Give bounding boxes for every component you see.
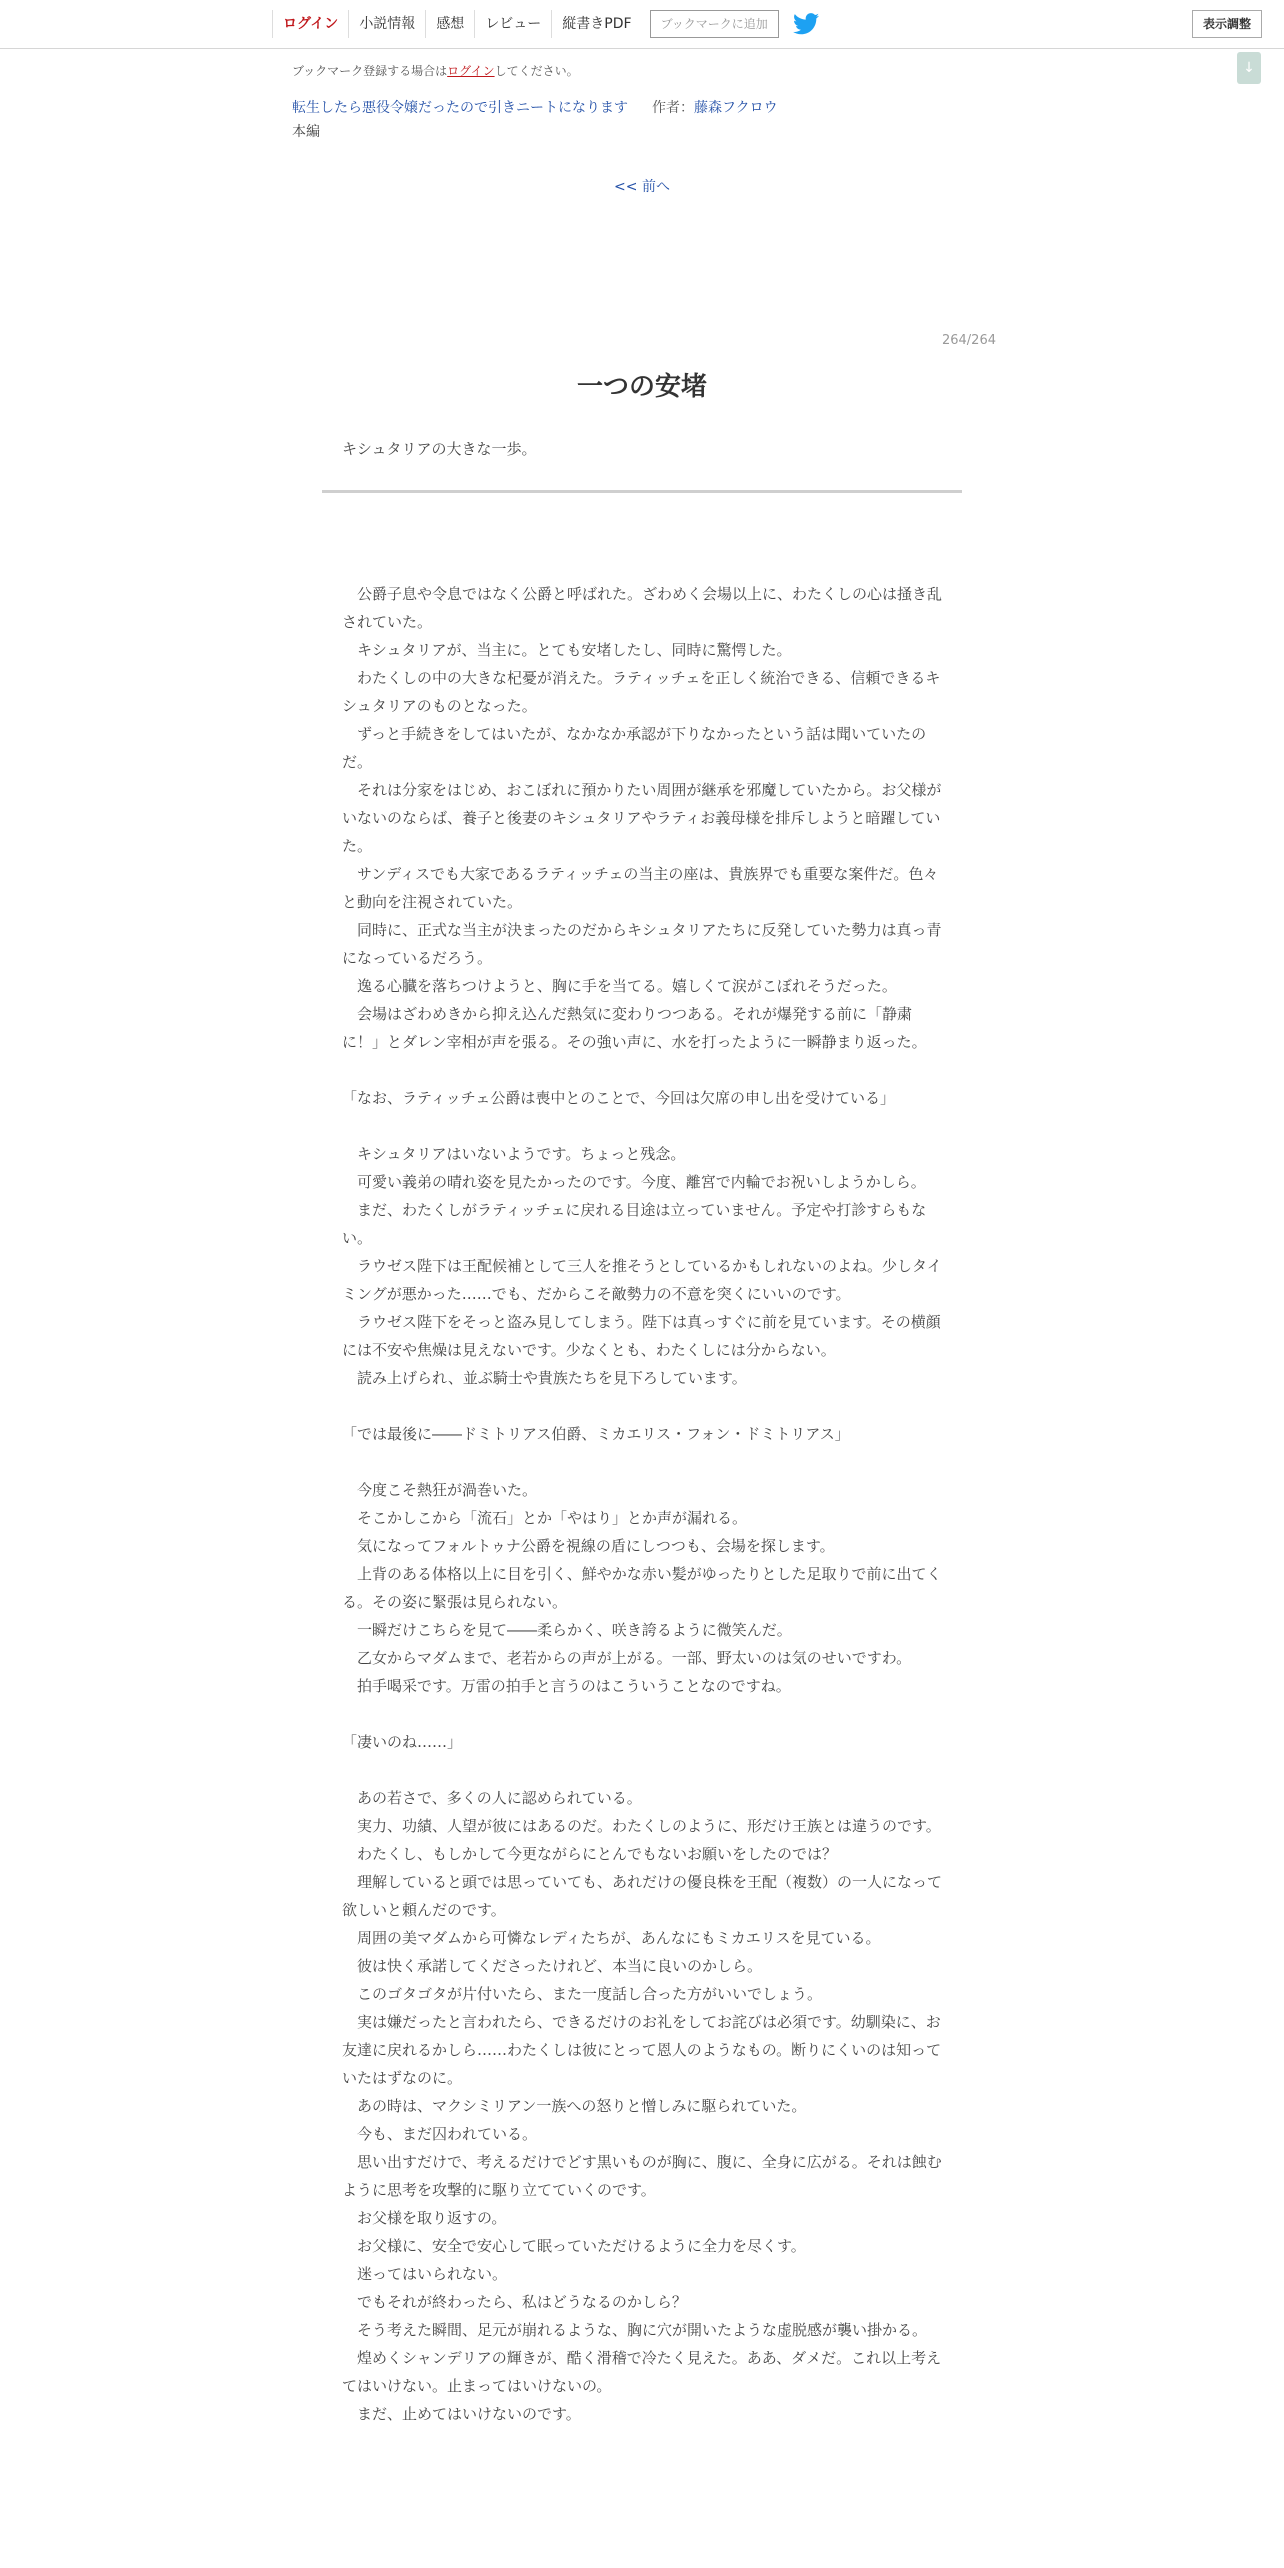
body-paragraph: 今度こそ熱狂が渦巻いた。	[342, 1481, 538, 1499]
body-paragraph: お父様に、安全で安心して眠っていただけるように全力を尽くす。	[342, 2237, 806, 2255]
body-paragraph: わたくし、もしかして今更ながらにとんでもないお願いをしたのでは？	[342, 1845, 838, 1863]
body-paragraph: 実は嫌だったと言われたら、できるだけのお礼をしてお詫びは必須です。幼馴染に、お友達に戻れるかしら……わたくしは彼にとって恩人のようなもの。断りにくいのは知っていたはずなのに。	[342, 2013, 942, 2087]
body-paragraph: そこかしこから「流石」とか「やはり」とか声が漏れる。	[342, 1509, 748, 1527]
nav-vertical-pdf-link[interactable]: 縦書きPDF	[551, 10, 641, 38]
prev-episode-link[interactable]: << 前へ	[614, 179, 670, 195]
body-paragraph: 上背のある体格以上に目を引く、鮮やかな赤い髪がゆったりとした足取りで前に出てくる。その姿に緊張は見られない。	[342, 1565, 942, 1611]
body-paragraph: あの時は、マクシミリアン一族への怒りと憎しみに駆られていた。	[342, 2097, 807, 2115]
body-paragraph: でもそれが終わったら、私はどうなるのかしら？	[342, 2293, 687, 2311]
blank-line	[342, 1700, 942, 1728]
body-paragraph: 今も、まだ囚われている。	[342, 2125, 538, 2143]
novel-body-text	[342, 580, 942, 2428]
body-paragraph: 周囲の美マダムから可憐なレディたちが、あんなにもミカエリスを見ている。	[342, 1929, 881, 1947]
top-navigation-bar	[0, 0, 1284, 49]
body-paragraph: キシュタリアはいないようです。ちょっと残念。	[342, 1145, 686, 1163]
blank-line	[342, 1056, 942, 1084]
nav-impressions-link[interactable]: 感想	[425, 10, 474, 38]
nav-novel-info-link[interactable]: 小説情報	[348, 10, 425, 38]
body-paragraph: 気になってフォルトゥナ公爵を視線の盾にしつつも、会場を探します。	[342, 1537, 835, 1555]
body-paragraph: 彼は快く承諾してくださったけれど、本当に良いのかしら。	[342, 1957, 763, 1975]
body-paragraph: 思い出すだけで、考えるだけでどす黒いものが胸に、腹に、全身に広がる。それは蝕むように思考を攻撃的に駆り立てていくのです。	[342, 2153, 942, 2199]
bookmark-note-text-after: してください。	[494, 64, 579, 78]
blank-line	[342, 1756, 942, 1784]
add-bookmark-button[interactable]: ブックマークに追加	[650, 10, 779, 38]
body-paragraph: 「なお、ラティッチェ公爵は喪中とのことで、今回は欠席の申し出を受けている」	[342, 1089, 896, 1107]
twitter-icon[interactable]	[793, 13, 819, 35]
body-paragraph: ラウゼス陛下は王配候補として三人を推そうとしているかもしれないのよね。少しタイミングが悪かった……でも、だからこそ敵勢力の不意を突くにいいのです。	[342, 1257, 942, 1303]
body-paragraph: あの若さで、多くの人に認められている。	[342, 1789, 642, 1807]
body-paragraph: 「凄いのね……」	[342, 1733, 463, 1751]
novel-title-link[interactable]: 転生したら悪役令嬢だったので引きニートになります	[292, 100, 628, 116]
blank-line	[342, 1392, 942, 1420]
body-paragraph: そう考えた瞬間、足元が崩れるような、胸に穴が開いたような虚脱感が襲い掛かる。	[342, 2321, 928, 2339]
body-paragraph: サンディスでも大家であるラティッチェの当主の座は、貴族界でも重要な案件だ。色々と動向を注視されていた。	[342, 865, 939, 911]
body-paragraph: 会場はざわめきから抑え込んだ熱気に変わりつつある。それが爆発する前に「静粛に！」とダレン宰相が声を張る。その強い声に、水を打ったように一瞬静まり返った。	[342, 1005, 927, 1051]
body-paragraph: 拍手喝采です。万雷の拍手と言うのはこういうことなのですね。	[342, 1677, 791, 1695]
scroll-down-icon[interactable]: ↓	[1237, 52, 1261, 84]
display-settings-button[interactable]: 表示調整	[1192, 10, 1262, 38]
body-paragraph: それは分家をはじめ、おこぼれに預かりたい周囲が継承を邪魔していたから。お父様がいないのならば、養子と後妻のキシュタリアやラティお義母様を排斥しようと暗躍していた。	[342, 781, 942, 855]
blank-line	[342, 1112, 942, 1140]
body-paragraph: 公爵子息や令息ではなく公爵と呼ばれた。ざわめく会場以上に、わたくしの心は掻き乱されていた。	[342, 585, 943, 631]
body-paragraph: キシュタリアが、当主に。とても安堵したし、同時に驚愕した。	[342, 641, 792, 659]
nav-menu	[272, 10, 819, 38]
body-paragraph: 同時に、正式な当主が決まったのだからキシュタリアたちに反発していた勢力は真っ青になっているだろう。	[342, 921, 942, 967]
body-paragraph: ずっと手続きをしてはいたが、なかなか承認が下りなかったという話は聞いていたのだ。	[342, 725, 927, 771]
body-paragraph: お父様を取り返すの。	[342, 2209, 507, 2227]
body-paragraph: まだ、止めてはいけないのです。	[342, 2405, 581, 2423]
body-paragraph: このゴタゴタが片付いたら、また一度話し合った方がいいでしょう。	[342, 1985, 823, 2003]
blank-line	[342, 1448, 942, 1476]
body-paragraph: 理解していると頭では思っていても、あれだけの優良株を王配（複数）の一人になって欲しいと頼んだのです。	[342, 1873, 943, 1919]
body-paragraph: 迷ってはいられない。	[342, 2265, 508, 2283]
body-paragraph: 読み上げられ、並ぶ騎士や貴族たちを見下ろしています。	[342, 1369, 747, 1387]
body-paragraph: わたくしの中の大きな杞憂が消えた。ラティッチェを正しく統治できる、信頼できるキシュタリアのものとなった。	[342, 669, 941, 715]
episode-title: 一つの安堵	[576, 372, 707, 402]
bookmark-note-text: ブックマーク登録する場合は	[292, 64, 448, 78]
preface-divider	[322, 490, 962, 493]
chapter-group-title: 本編	[292, 124, 320, 140]
bookmark-note-login-link[interactable]: ログイン	[447, 64, 495, 78]
nav-review-link[interactable]: レビュー	[474, 10, 551, 38]
body-paragraph: 実力、功績、人望が彼にはあるのだ。わたくしのように、形だけ王族とは違うのです。	[342, 1817, 941, 1835]
body-paragraph: 「では最後に――ドミトリアス伯爵、ミカエリス・フォン・ドミトリアス」	[342, 1425, 850, 1443]
body-paragraph: まだ、わたくしがラティッチェに戻れる目途は立っていません。予定や打診すらもない。	[342, 1201, 927, 1247]
prev-episode-row	[0, 176, 1284, 196]
body-paragraph: ラウゼス陛下をそっと盗み見してしまう。陛下は真っすぐに前を見ています。その横顔には不安や焦燥は見えないです。少なくとも、わたくしには分からない。	[342, 1313, 941, 1359]
episode-counter: 264/264	[941, 333, 996, 348]
author-link[interactable]: 藤森フクロウ	[694, 100, 778, 116]
nav-login-link[interactable]: ログイン	[272, 10, 348, 38]
bookmark-login-note	[292, 62, 579, 79]
episode-preface: キシュタリアの大きな一歩。	[342, 440, 537, 458]
body-paragraph: 煌めくシャンデリアの輝きが、酷く滑稽で冷たく見えた。ああ、ダメだ。これ以上考えてはいけない。止まってはいけないの。	[342, 2349, 942, 2395]
body-paragraph: 可愛い義弟の晴れ姿を見たかったのです。今度、離宮で内輪でお祝いしようかしら。	[342, 1173, 926, 1191]
author-label: 作者：	[652, 100, 694, 116]
body-paragraph: 一瞬だけこちらを見て――柔らかく、咲き誇るように微笑んだ。	[342, 1621, 792, 1639]
body-paragraph: 逸る心臓を落ちつけようと、胸に手を当てる。嬉しくて涙がこぼれそうだった。	[342, 977, 897, 995]
body-paragraph: 乙女からマダムまで、老若からの声が上がる。一部、野太いのは気のせいですわ。	[342, 1649, 912, 1667]
series-info	[292, 97, 778, 117]
